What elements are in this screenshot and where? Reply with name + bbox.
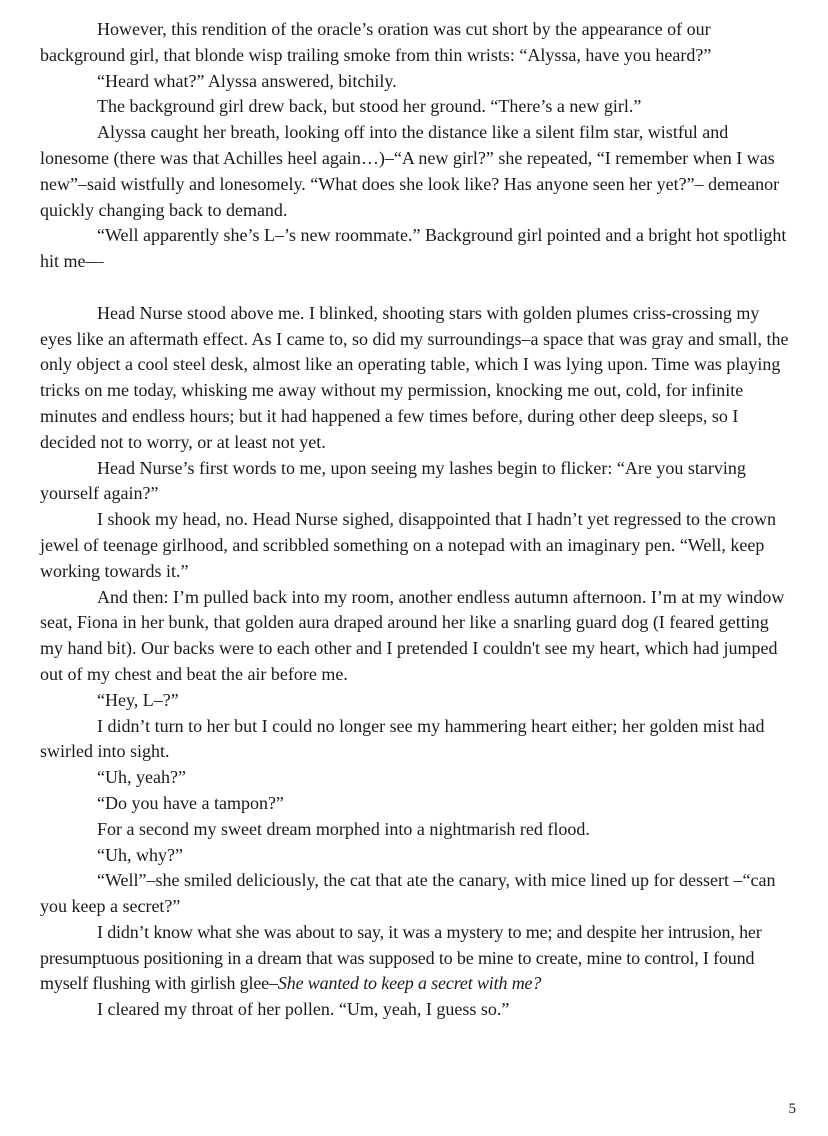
paragraph: “Well apparently she’s L–’s new roommate.” Background girl pointed and a bright hot spotlight hit me— — [40, 225, 787, 272]
paragraph: “Hey, L–?” — [97, 689, 179, 710]
italic-phrase: She wanted to keep a secret with me? — [277, 973, 542, 994]
paragraph: “Uh, yeah?” — [97, 767, 186, 788]
paragraph: I cleared my throat of her pollen. “Um, yeah, I guess so.” — [97, 999, 510, 1020]
paragraph: “Do you have a tampon?” — [97, 792, 284, 813]
paragraph: Head Nurse stood above me. I blinked, shooting stars with golden plumes criss-crossing my eyes like an aftermath effect. As I came to, so did my surroundings–a space that was gray and small, the only object a cool steel desk, almost like an operating table, which I was lying upon. Time was playing tricks on me today, whisking me away without my permission, knocking me out, cold, for infinite minutes and endless hours; but it had happened a few times before, during other deep sleeps, so I decided not to worry, or at least not yet. — [40, 302, 789, 452]
paragraph-text: I didn’t know what she was about to say, it was a mystery to me; and despite her intrusion, her presumptuous positioning in a dream that was supposed to be mine to create, mine to control, I found myself flushing with girlish glee– — [40, 921, 762, 994]
paragraph: And then: I’m pulled back into my room, another endless autumn afternoon. I’m at my window seat, Fiona in her bunk, that golden aura draped around her like a snarling guard dog (I feared getting my hand bit). Our backs were to each other and I pretended I couldn't see my heart, which had jumped out of my chest and beat the air before me. — [40, 586, 785, 684]
paragraph: The background girl drew back, but stood her ground. “There’s a new girl.” — [97, 96, 642, 117]
paragraph: For a second my sweet dream morphed into a nightmarish red flood. — [97, 818, 590, 839]
paragraph: However, this rendition of the oracle’s oration was cut short by the appearance of our background girl, that blonde wisp trailing smoke from thin wrists: “Alyssa, have you heard?” — [40, 19, 712, 65]
paragraph: Head Nurse’s first words to me, upon seeing my lashes begin to flicker: “Are you starving yourself again?” — [40, 457, 746, 504]
paragraph: Alyssa caught her breath, looking off into the distance like a silent film star, wistful and lonesome (there was that Achilles heel again…)–“A new girl?” she repeated, “I remember when I was new”–said wistfully and lonesomely. “What does she look like? Has anyone seen her yet?”– demeanor quickly changing back to demand. — [40, 122, 780, 220]
page-number: 5 — [788, 1101, 796, 1117]
paragraph: “Uh, why?” — [97, 844, 183, 865]
paragraph: I didn’t turn to her but I could no longer see my hammering heart either; her golden mist had swirled into sight. — [40, 715, 765, 762]
paragraph: “Heard what?” Alyssa answered, bitchily. — [97, 70, 397, 91]
document-page — [40, 17, 794, 1023]
paragraph — [40, 920, 794, 997]
paragraph: I shook my head, no. Head Nurse sighed, disappointed that I hadn’t yet regressed to the crown jewel of teenage girlhood, and scribbled something on a notepad with an imaginary pen. “Well, keep working towards it.” — [40, 509, 776, 581]
paragraph: “Well”–she smiled deliciously, the cat that ate the canary, with mice lined up for dessert –“can you keep a secret?” — [40, 870, 776, 917]
